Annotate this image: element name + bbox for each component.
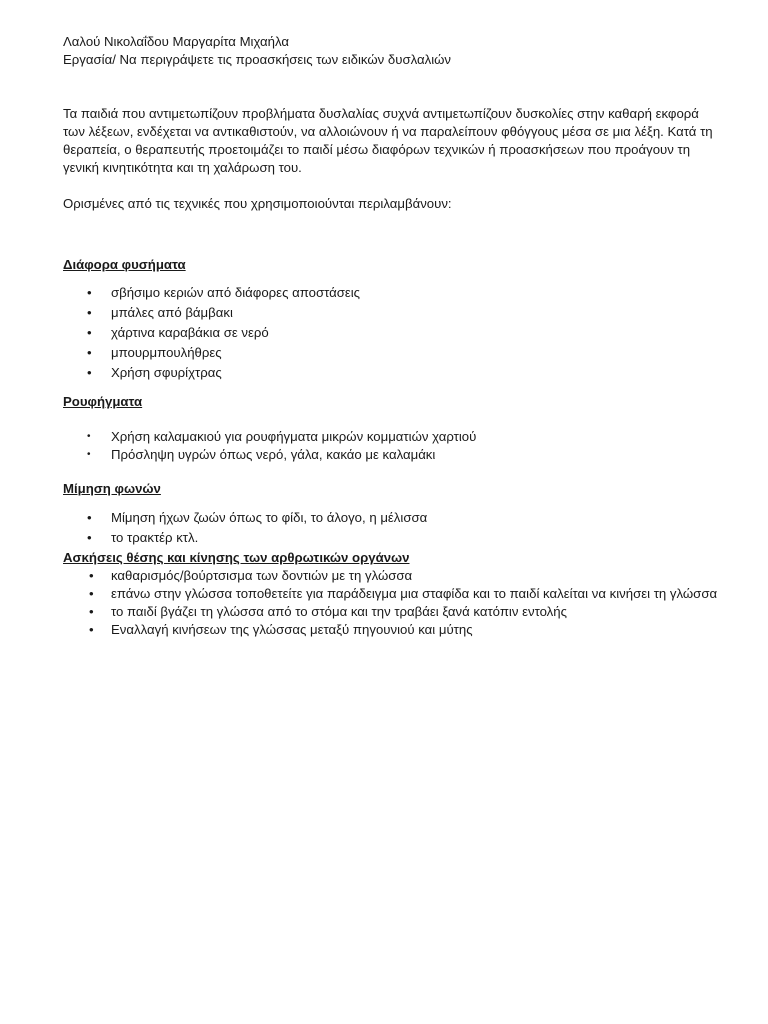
intro-paragraph: Τα παιδιά που αντιμετωπίζουν προβλήματα δυσλαλίας συχνά αντιμετωπίζουν δυσκολίες στην καθαρή εκφορά των λέξεων, ενδέχεται να αντικαθιστούν, να αλλοιώνουν ή να παραλείπουν φθόγγους μέσα σε μια λέξη. Κατά τη θεραπεία, ο θεραπευτής προετοιμάζει το παιδί μέσω διαφόρων τεχνικών ή προασκήσεων που προάγουν τη γενική κινητικότητα και τη χαλάρωση του. (63, 106, 713, 175)
bullet-icon: • (89, 568, 94, 583)
section-list-blowing (63, 284, 723, 382)
list-item (63, 621, 723, 639)
list-item-text: Μίμηση ήχων ζωών όπως το φίδι, το άλογο, η μέλισσα (111, 510, 428, 525)
list-item (63, 446, 723, 464)
list-item (63, 344, 723, 362)
bullet-icon: • (87, 325, 92, 340)
list-item-text: Εναλλαγή κινήσεων της γλώσσας μεταξύ πηγουνιού και μύτης (111, 622, 473, 637)
bullet-icon: • (87, 345, 92, 360)
section-list-articulation-exercises (63, 567, 723, 639)
bullet-icon: • (87, 365, 92, 380)
list-item-text: το τρακτέρ κτλ. (111, 530, 199, 545)
list-item-text: Πρόσληψη υγρών όπως νερό, γάλα, κακάο με καλαμάκι (111, 447, 436, 462)
list-item-text: Χρήση καλαμακιού για ρουφήγματα μικρών κομματιών χαρτιού (111, 429, 477, 444)
section-heading-blowing: Διάφορα φυσήματα (63, 257, 186, 272)
list-item-text: μπάλες από βάμβακι (111, 305, 233, 320)
list-item (63, 603, 723, 621)
list-item (63, 364, 723, 382)
bullet-icon: • (87, 510, 92, 525)
section-heading-sucking: Ρουφήγματα (63, 394, 143, 409)
bullet-icon: • (89, 586, 94, 601)
author-name: Λαλού Νικολαΐδου Μαργαρίτα Μιχαήλα (63, 34, 290, 49)
list-item (63, 304, 723, 322)
bullet-icon: • (87, 449, 91, 460)
bullet-icon: • (87, 305, 92, 320)
bullet-icon: • (87, 431, 91, 442)
intro-lead-in: Ορισμένες από τις τεχνικές που χρησιμοποιούνται περιλαμβάνουν: (63, 196, 452, 211)
section-heading-voice-imitation: Μίμηση φωνών (63, 481, 161, 496)
list-item-text: σβήσιμο κεριών από διάφορες αποστάσεις (111, 285, 361, 300)
list-item-text: επάνω στην γλώσσα τοποθετείτε για παράδειγμα μια σταφίδα και το παιδί καλείται να κινήσει τη γλώσσα (111, 586, 718, 601)
list-item (63, 324, 723, 342)
list-item (63, 529, 723, 547)
bullet-icon: • (87, 285, 92, 300)
list-item (63, 567, 723, 585)
bullet-icon: • (87, 530, 92, 545)
section-list-sucking (63, 428, 723, 464)
section-list-voice-imitation (63, 509, 723, 547)
list-item (63, 284, 723, 302)
assignment-title: Εργασία/ Να περιγράψετε τις προασκήσεις των ειδικών δυσλαλιών (63, 52, 452, 67)
document-page (63, 33, 723, 639)
list-item-text: μπουρμπουλήθρες (111, 345, 222, 360)
bullet-icon: • (89, 604, 94, 619)
bullet-icon: • (89, 622, 94, 637)
list-item-text: Χρήση σφυρίχτρας (111, 365, 222, 380)
list-item-text: το παιδί βγάζει τη γλώσσα από το στόμα και την τραβάει ξανά κατόπιν εντολής (111, 604, 567, 619)
list-item-text: χάρτινα καραβάκια σε νερό (111, 325, 269, 340)
list-item (63, 428, 723, 446)
list-item (63, 585, 723, 603)
section-heading-articulation-exercises: Ασκήσεις θέσης και κίνησης των αρθρωτικών οργάνων (63, 550, 410, 565)
list-item-text: καθαρισμός/βούρτσισμα των δοντιών με τη γλώσσα (111, 568, 413, 583)
list-item (63, 509, 723, 527)
